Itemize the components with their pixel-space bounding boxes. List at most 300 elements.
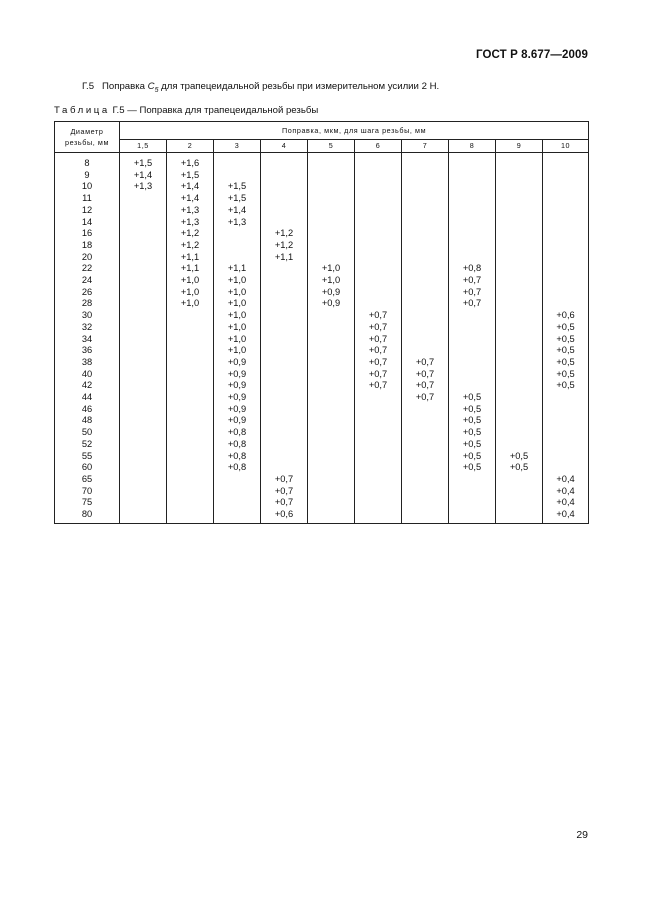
correction-cell — [402, 345, 449, 357]
diameter-cell: 26 — [55, 287, 120, 299]
table-caption-word: Таблица — [54, 105, 110, 116]
correction-cell — [120, 415, 167, 427]
diameter-cell: 52 — [55, 439, 120, 451]
correction-cell — [120, 357, 167, 369]
correction-cell — [308, 334, 355, 346]
correction-cell — [167, 509, 214, 523]
correction-cell: +0,7 — [402, 369, 449, 381]
correction-cell — [355, 170, 402, 182]
correction-cell — [120, 217, 167, 229]
correction-cell: +0,7 — [449, 298, 496, 310]
table-row — [55, 252, 589, 264]
correction-cell — [355, 497, 402, 509]
correction-cell — [120, 509, 167, 523]
diameter-cell: 38 — [55, 357, 120, 369]
correction-cell: +0,7 — [449, 287, 496, 299]
diameter-cell: 18 — [55, 240, 120, 252]
correction-cell: +0,7 — [261, 497, 308, 509]
diameter-cell: 22 — [55, 263, 120, 275]
correction-cell — [449, 369, 496, 381]
correction-cell — [496, 509, 543, 523]
table-row — [55, 392, 589, 404]
correction-cell: +1,1 — [167, 252, 214, 264]
correction-cell — [496, 497, 543, 509]
correction-cell — [402, 217, 449, 229]
correction-cell — [308, 486, 355, 498]
diameter-cell: 24 — [55, 275, 120, 287]
correction-cell — [261, 310, 308, 322]
correction-cell — [543, 193, 589, 205]
correction-cell — [402, 153, 449, 170]
correction-cell: +0,5 — [449, 427, 496, 439]
correction-cell: +1,0 — [214, 334, 261, 346]
correction-cell: +1,0 — [214, 310, 261, 322]
correction-cell — [543, 287, 589, 299]
correction-cell: +0,5 — [543, 345, 589, 357]
table-row — [55, 509, 589, 523]
correction-cell — [449, 252, 496, 264]
correction-cell — [449, 345, 496, 357]
step-header-cell: 7 — [402, 140, 449, 153]
correction-cell — [261, 462, 308, 474]
correction-cell: +0,8 — [214, 439, 261, 451]
correction-cell — [261, 263, 308, 275]
correction-cell — [355, 427, 402, 439]
diameter-cell: 11 — [55, 193, 120, 205]
table-row — [55, 427, 589, 439]
correction-cell — [167, 462, 214, 474]
correction-cell — [261, 287, 308, 299]
table-row — [55, 153, 589, 170]
correction-cell — [261, 322, 308, 334]
table-row — [55, 240, 589, 252]
correction-cell — [308, 345, 355, 357]
correction-cell — [167, 322, 214, 334]
correction-cell — [355, 217, 402, 229]
table-row — [55, 415, 589, 427]
correction-cell — [402, 170, 449, 182]
diameter-cell: 48 — [55, 415, 120, 427]
correction-cell: +0,9 — [308, 287, 355, 299]
correction-cell: +0,7 — [402, 392, 449, 404]
correction-cell — [308, 205, 355, 217]
correction-cell: +0,9 — [214, 404, 261, 416]
table-row — [55, 205, 589, 217]
correction-cell — [214, 228, 261, 240]
correction-cell — [261, 345, 308, 357]
diameter-cell: 80 — [55, 509, 120, 523]
correction-cell: +1,2 — [261, 228, 308, 240]
correction-cell — [449, 153, 496, 170]
correction-cell: +1,4 — [167, 193, 214, 205]
diameter-cell: 32 — [55, 322, 120, 334]
table-row — [55, 369, 589, 381]
correction-cell — [543, 240, 589, 252]
correction-cell — [120, 427, 167, 439]
correction-cell — [355, 509, 402, 523]
correction-cell — [214, 252, 261, 264]
diameter-cell: 60 — [55, 462, 120, 474]
correction-cell — [355, 252, 402, 264]
document-code: ГОСТ Р 8.677—2009 — [476, 49, 588, 61]
steps-header: Поправка, мкм, для шага резьбы, мм — [120, 122, 589, 140]
diameter-cell: 28 — [55, 298, 120, 310]
correction-cell — [496, 275, 543, 287]
step-header-cell: 4 — [261, 140, 308, 153]
correction-cell — [308, 392, 355, 404]
correction-cell — [449, 228, 496, 240]
correction-cell — [449, 509, 496, 523]
correction-cell — [496, 474, 543, 486]
correction-cell — [214, 153, 261, 170]
correction-cell: +0,7 — [355, 380, 402, 392]
correction-cell: +1,2 — [167, 240, 214, 252]
correction-cell — [543, 415, 589, 427]
correction-cell — [308, 310, 355, 322]
correction-cell — [449, 497, 496, 509]
correction-cell: +1,0 — [214, 298, 261, 310]
correction-cell — [449, 380, 496, 392]
correction-cell — [308, 240, 355, 252]
correction-cell — [402, 252, 449, 264]
correction-cell — [402, 275, 449, 287]
table-row — [55, 322, 589, 334]
diameter-cell: 36 — [55, 345, 120, 357]
correction-cell — [355, 263, 402, 275]
correction-cell — [543, 439, 589, 451]
correction-cell — [261, 380, 308, 392]
correction-cell: +1,3 — [167, 205, 214, 217]
table-row — [55, 287, 589, 299]
correction-cell — [261, 193, 308, 205]
diameter-cell: 9 — [55, 170, 120, 182]
correction-cell — [167, 486, 214, 498]
correction-cell — [496, 217, 543, 229]
correction-cell — [449, 334, 496, 346]
correction-cell — [308, 170, 355, 182]
correction-cell — [308, 322, 355, 334]
correction-cell: +0,7 — [449, 275, 496, 287]
correction-cell: +0,7 — [355, 369, 402, 381]
correction-cell: +0,5 — [496, 451, 543, 463]
correction-cell — [167, 427, 214, 439]
correction-cell — [402, 486, 449, 498]
correction-cell — [355, 153, 402, 170]
correction-cell — [261, 181, 308, 193]
diameter-cell: 50 — [55, 427, 120, 439]
correction-cell — [449, 170, 496, 182]
correction-cell — [120, 275, 167, 287]
diameter-cell: 75 — [55, 497, 120, 509]
diameter-cell: 20 — [55, 252, 120, 264]
correction-cell: +1,1 — [167, 263, 214, 275]
diameter-cell: 55 — [55, 451, 120, 463]
correction-cell — [120, 298, 167, 310]
correction-cell: +0,5 — [543, 334, 589, 346]
correction-cell — [543, 153, 589, 170]
correction-cell — [167, 345, 214, 357]
correction-cell — [449, 217, 496, 229]
correction-cell — [261, 153, 308, 170]
correction-cell — [355, 451, 402, 463]
correction-cell: +0,9 — [214, 369, 261, 381]
correction-cell — [120, 228, 167, 240]
correction-cell: +1,2 — [167, 228, 214, 240]
correction-cell — [120, 404, 167, 416]
correction-cell: +1,0 — [167, 287, 214, 299]
correction-cell — [355, 193, 402, 205]
correction-cell — [167, 497, 214, 509]
correction-cell — [308, 380, 355, 392]
correction-symbol: $C_5$ — [147, 81, 159, 94]
step-header-cell: 10 — [543, 140, 589, 153]
correction-cell — [167, 415, 214, 427]
diameter-header: Диаметр резьбы, мм — [55, 122, 120, 153]
correction-cell — [402, 474, 449, 486]
clause-lead: Поправка — [102, 81, 145, 92]
correction-cell — [402, 451, 449, 463]
correction-cell — [402, 322, 449, 334]
table-row — [55, 181, 589, 193]
correction-cell — [496, 404, 543, 416]
correction-cell — [308, 415, 355, 427]
correction-cell — [496, 263, 543, 275]
correction-cell: +0,5 — [543, 380, 589, 392]
clause-number: Г.5 — [82, 81, 95, 92]
table-row — [55, 310, 589, 322]
correction-cell: +0,6 — [261, 509, 308, 523]
correction-cell — [308, 451, 355, 463]
correction-cell — [355, 392, 402, 404]
correction-cell: +0,6 — [543, 310, 589, 322]
correction-cell — [120, 497, 167, 509]
correction-cell — [308, 217, 355, 229]
correction-cell — [261, 217, 308, 229]
correction-cell: +0,5 — [449, 404, 496, 416]
correction-cell: +1,0 — [214, 275, 261, 287]
correction-cell — [496, 170, 543, 182]
table-row — [55, 357, 589, 369]
correction-cell — [543, 392, 589, 404]
correction-cell — [261, 369, 308, 381]
table-row — [55, 345, 589, 357]
clause-tail: для трапецеидальной резьбы при измерительном усилии 2 Н. — [161, 81, 440, 92]
correction-cell — [402, 462, 449, 474]
correction-cell — [543, 252, 589, 264]
correction-cell — [261, 451, 308, 463]
correction-cell — [543, 181, 589, 193]
correction-cell: +1,0 — [214, 287, 261, 299]
correction-cell: +0,7 — [261, 474, 308, 486]
correction-cell — [402, 427, 449, 439]
correction-cell: +0,7 — [355, 334, 402, 346]
correction-cell — [308, 357, 355, 369]
correction-cell — [308, 474, 355, 486]
correction-cell — [120, 392, 167, 404]
correction-cell — [543, 462, 589, 474]
correction-cell — [308, 369, 355, 381]
step-header-cell: 2 — [167, 140, 214, 153]
correction-cell — [120, 240, 167, 252]
correction-cell — [496, 310, 543, 322]
correction-cell — [402, 509, 449, 523]
correction-cell — [496, 240, 543, 252]
correction-cell — [120, 334, 167, 346]
correction-cell: +0,7 — [402, 380, 449, 392]
correction-cell — [496, 205, 543, 217]
correction-cell — [167, 392, 214, 404]
correction-cell — [167, 439, 214, 451]
correction-cell — [120, 474, 167, 486]
correction-cell: +0,5 — [449, 462, 496, 474]
correction-cell: +1,0 — [167, 298, 214, 310]
correction-cell — [449, 486, 496, 498]
correction-cell — [496, 334, 543, 346]
correction-cell — [261, 170, 308, 182]
correction-cell — [449, 205, 496, 217]
correction-cell — [167, 357, 214, 369]
correction-cell — [402, 298, 449, 310]
correction-cell — [308, 181, 355, 193]
correction-cell — [120, 451, 167, 463]
correction-cell: +1,5 — [214, 193, 261, 205]
step-header-cell: 5 — [308, 140, 355, 153]
correction-cell — [496, 252, 543, 264]
correction-cell — [120, 345, 167, 357]
correction-table — [54, 121, 589, 524]
correction-cell — [120, 287, 167, 299]
table-caption — [54, 105, 318, 116]
table-row — [55, 462, 589, 474]
correction-cell — [167, 310, 214, 322]
table-row — [55, 217, 589, 229]
correction-cell — [402, 287, 449, 299]
correction-cell — [543, 298, 589, 310]
diameter-cell: 46 — [55, 404, 120, 416]
correction-cell: +0,9 — [214, 392, 261, 404]
correction-cell — [496, 298, 543, 310]
correction-cell: +0,5 — [496, 462, 543, 474]
correction-cell — [120, 369, 167, 381]
correction-cell — [402, 193, 449, 205]
correction-cell: +1,4 — [120, 170, 167, 182]
correction-cell — [355, 181, 402, 193]
correction-cell — [402, 240, 449, 252]
table-caption-title: Г.5 — Поправка для трапецеидальной резьбы — [112, 105, 319, 116]
correction-cell — [261, 275, 308, 287]
correction-cell — [543, 263, 589, 275]
correction-cell — [449, 357, 496, 369]
correction-cell: +0,7 — [355, 345, 402, 357]
correction-cell: +0,8 — [449, 263, 496, 275]
correction-cell: +0,9 — [214, 415, 261, 427]
correction-cell — [402, 415, 449, 427]
correction-cell — [308, 404, 355, 416]
correction-cell — [261, 404, 308, 416]
correction-cell: +1,0 — [308, 263, 355, 275]
correction-cell — [261, 334, 308, 346]
table-row — [55, 474, 589, 486]
correction-cell: +1,0 — [214, 345, 261, 357]
table-row — [55, 228, 589, 240]
correction-cell — [449, 474, 496, 486]
correction-cell — [496, 193, 543, 205]
correction-cell — [167, 369, 214, 381]
correction-cell — [355, 205, 402, 217]
correction-cell — [167, 404, 214, 416]
correction-cell: +0,4 — [543, 486, 589, 498]
correction-cell — [261, 439, 308, 451]
correction-cell: +1,2 — [261, 240, 308, 252]
correction-cell: +0,4 — [543, 497, 589, 509]
clause-text — [82, 81, 439, 94]
correction-cell: +0,5 — [449, 415, 496, 427]
correction-cell — [496, 369, 543, 381]
correction-cell — [308, 497, 355, 509]
step-header-cell: 6 — [355, 140, 402, 153]
correction-cell — [496, 486, 543, 498]
correction-cell — [120, 193, 167, 205]
correction-cell — [308, 228, 355, 240]
correction-cell: +0,9 — [214, 380, 261, 392]
table-row — [55, 170, 589, 182]
correction-cell — [167, 380, 214, 392]
correction-cell — [355, 474, 402, 486]
correction-cell: +1,0 — [214, 322, 261, 334]
diameter-cell: 42 — [55, 380, 120, 392]
correction-cell — [402, 205, 449, 217]
correction-cell: +0,7 — [402, 357, 449, 369]
table-row — [55, 404, 589, 416]
correction-cell — [214, 497, 261, 509]
correction-cell — [496, 228, 543, 240]
correction-cell — [120, 205, 167, 217]
correction-cell: +1,1 — [214, 263, 261, 275]
correction-cell: +0,4 — [543, 474, 589, 486]
correction-cell — [355, 462, 402, 474]
diameter-cell: 44 — [55, 392, 120, 404]
correction-cell: +1,4 — [167, 181, 214, 193]
correction-cell — [402, 310, 449, 322]
table-row — [55, 486, 589, 498]
correction-cell: +1,3 — [214, 217, 261, 229]
correction-cell — [449, 193, 496, 205]
correction-cell: +0,7 — [355, 310, 402, 322]
correction-cell — [496, 415, 543, 427]
correction-cell — [355, 298, 402, 310]
table-row — [55, 497, 589, 509]
correction-cell — [261, 427, 308, 439]
correction-cell — [402, 404, 449, 416]
correction-cell — [496, 153, 543, 170]
correction-cell — [120, 310, 167, 322]
correction-cell — [355, 275, 402, 287]
correction-cell: +0,4 — [543, 509, 589, 523]
correction-cell — [355, 486, 402, 498]
correction-cell — [543, 217, 589, 229]
correction-cell: +0,8 — [214, 451, 261, 463]
correction-cell — [214, 509, 261, 523]
table-body — [55, 153, 589, 524]
correction-cell: +0,9 — [308, 298, 355, 310]
correction-cell: +0,5 — [543, 369, 589, 381]
correction-cell — [355, 228, 402, 240]
correction-cell: +0,8 — [214, 462, 261, 474]
correction-cell — [449, 181, 496, 193]
correction-cell: +1,6 — [167, 153, 214, 170]
correction-cell — [543, 205, 589, 217]
correction-cell — [449, 240, 496, 252]
